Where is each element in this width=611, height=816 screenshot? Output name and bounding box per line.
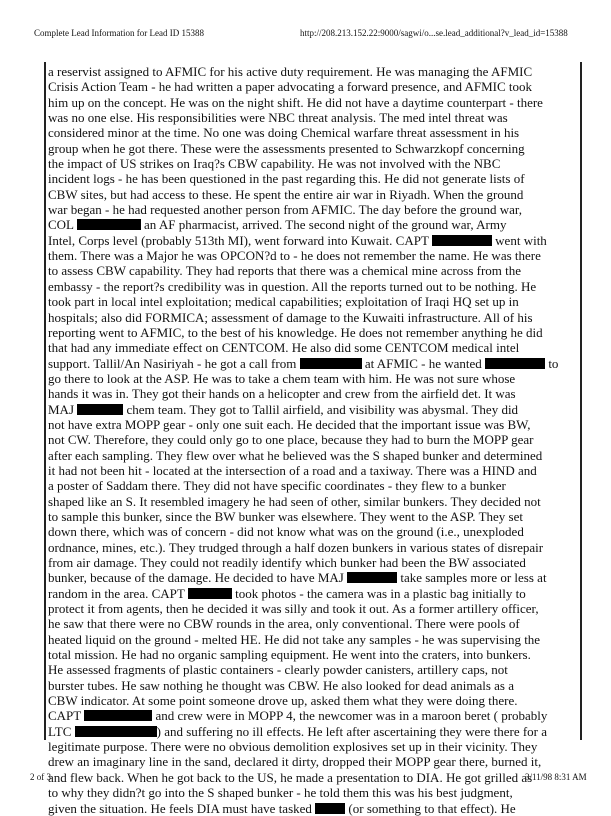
- text-segment: protect it from agents, then he decided it was silly and took it out. As a former artillery officer,: [48, 601, 539, 617]
- text-line: [48, 156, 576, 171]
- text-segment: incident logs - he has been questioned in the past regarding this. He did not generate lists of: [48, 171, 525, 187]
- text-segment: (or something to that effect). He: [345, 800, 516, 816]
- redaction-bar: [77, 404, 123, 415]
- text-line: [48, 279, 576, 294]
- text-line: [48, 463, 576, 478]
- text-segment: total mission. He had no organic sampling equipment. He went into the craters, into bunkers.: [48, 647, 531, 663]
- text-segment: hands it was in. They got their hands on a helicopter and crew from the airfield det. It was: [48, 386, 516, 402]
- text-segment: hospitals; also did FORMICA; assessment of damage to the Kuwaiti infrastructure. All of his: [48, 309, 533, 325]
- page-header-url: http://208.213.152.22:9000/sagwi/o...se.lead_additional?v_lead_id=15388: [300, 28, 568, 38]
- text-line: [48, 417, 576, 432]
- text-line: [48, 294, 576, 309]
- text-segment: took photos - the camera was in a plastic bag initially to: [231, 585, 526, 601]
- redaction-bar: [315, 803, 345, 814]
- text-segment: them. There was a Major he was OPCON?d to - he does not remember the name. He was there: [48, 248, 541, 264]
- text-segment: go there to look at the ASP. He was to take a chem team with him. He was not sure whose: [48, 370, 516, 386]
- text-line: [48, 386, 576, 401]
- text-segment: to assess CBW capability. They had reports that there was a chemical mine across from the: [48, 263, 522, 279]
- text-segment: and crew were in MOPP 4, the newcomer was in a maroon beret ( probably: [152, 708, 548, 724]
- text-segment: and flew back. When he got back to the US, he made a presentation to DIA. He got grilled as: [48, 769, 533, 785]
- redaction-bar: [77, 219, 141, 230]
- text-segment: CAPT: [48, 708, 85, 724]
- text-segment: ordnance, mines, etc.). They trudged through a half dozen bunkers in various states of disrepair: [48, 539, 544, 555]
- text-segment: an AF pharmacist, arrived. The second night of the ground war, Army: [140, 217, 507, 233]
- print-timestamp: 3/11/98 8:31 AM: [525, 772, 587, 782]
- redaction-bar: [84, 710, 152, 721]
- text-line: [48, 478, 576, 493]
- text-line: [48, 448, 576, 463]
- text-segment: MAJ: [48, 401, 78, 417]
- text-line: [48, 202, 576, 217]
- text-line: [48, 708, 576, 723]
- text-segment: the impact of US strikes on Iraq?s CBW capability. He was not involved with the NBC: [48, 156, 501, 172]
- text-segment: random in the area. CAPT: [48, 585, 188, 601]
- text-segment: to why they didn?t go into the S shaped bunker - he told them this was his best judgment,: [48, 785, 513, 801]
- text-line: [48, 402, 576, 417]
- text-segment: from air damage. They could not readily identify which bunker had been the BW associated: [48, 555, 526, 570]
- redaction-bar: [485, 358, 545, 369]
- text-line: [48, 739, 576, 754]
- text-segment: after each sampling. They flew over what he believed was the S shaped bunker and determined: [48, 447, 543, 463]
- text-line: [48, 509, 576, 524]
- text-line: [48, 340, 576, 355]
- text-segment: ) and suffering no ill effects. He left after ascertaining they were there for a: [156, 723, 548, 739]
- text-line: [48, 79, 576, 94]
- text-segment: considered minor at the time. No one was doing Chemical warfare threat assessment in his: [48, 125, 520, 141]
- text-segment: a poster of Saddam there. They did not have specific coordinates - they flew to a bunker: [48, 478, 506, 494]
- text-segment: to sample this bunker, since the BW bunker was elsewhere. They went to the ASP. They set: [48, 508, 523, 524]
- text-segment: he saw that there were no CBW rounds in the area, only conventional. There were pools of: [48, 616, 520, 632]
- text-line: [48, 540, 576, 555]
- text-line: [48, 632, 576, 647]
- text-line: [48, 248, 576, 263]
- text-line: [48, 64, 576, 79]
- text-line: [48, 310, 576, 325]
- text-line: [48, 95, 576, 110]
- text-line: [48, 432, 576, 447]
- text-segment: Intel, Corps level (probably 513th MI), went forward into Kuwait. CAPT: [48, 232, 432, 248]
- text-line: [48, 217, 576, 232]
- text-segment: heated liquid on the ground - melted HE. He did not take any samples - he was supervising the: [48, 631, 541, 647]
- text-line: [48, 570, 576, 585]
- text-line: [48, 586, 576, 601]
- text-segment: him up on the concept. He was on the night shift. He did not have a daytime counterpart - there: [48, 94, 543, 110]
- text-line: [48, 724, 576, 739]
- text-segment: LTC: [48, 723, 75, 739]
- text-segment: shaped like an S. It resembled imagery he had seen of other, similar bunkers. They decided not: [48, 493, 541, 509]
- text-line: [48, 110, 576, 125]
- text-segment: not CW. Therefore, they could only go to one place, because they had to burn the MOPP gear: [48, 432, 534, 448]
- text-line: [48, 555, 576, 570]
- text-segment: reporting went to AFMIC, to the best of his knowledge. He does not remember anything he did: [48, 324, 543, 340]
- text-segment: take samples more or less at: [397, 570, 547, 586]
- text-line: [48, 754, 576, 769]
- text-segment: chem team. They got to Tallil airfield, and visibility was abysmal. They did: [123, 401, 519, 417]
- text-line: [48, 141, 576, 156]
- text-segment: to: [545, 355, 559, 371]
- text-line: [48, 678, 576, 693]
- text-segment: war began - he had requested another person from AFMIC. The day before the ground war,: [48, 202, 522, 218]
- text-segment: was no one else. His responsibilities were NBC threat analysis. The med intel threat was: [48, 110, 508, 126]
- text-line: [48, 693, 576, 708]
- text-line: [48, 171, 576, 186]
- text-line: [48, 263, 576, 278]
- text-line: [48, 601, 576, 616]
- redaction-bar: [188, 588, 232, 599]
- redaction-bar: [347, 572, 397, 583]
- text-segment: went with: [491, 232, 547, 248]
- text-segment: support. Tallil/An Nasiriyah - he got a call from: [48, 355, 300, 371]
- text-segment: a reservist assigned to AFMIC for his active duty requirement. He was managing the AFMIC: [48, 64, 533, 79]
- text-segment: embassy - the report?s credibility was in question. All the reports turned out to be nothing. He: [48, 278, 537, 294]
- document-body: [48, 64, 576, 816]
- text-segment: it had not been hit - located at the intersection of a road and a taxiway. There was a HIND and: [48, 462, 537, 478]
- redaction-bar: [75, 726, 157, 737]
- text-line: [48, 524, 576, 539]
- text-segment: burster tubes. He saw nothing he thought was CBW. He also looked for dead animals as a: [48, 677, 514, 693]
- text-segment: took part in local intel exploitation; medical capabilities; exploitation of Iraqi HQ set up in: [48, 294, 519, 310]
- text-line: [48, 770, 576, 785]
- text-line: [48, 325, 576, 340]
- page-header-title: Complete Lead Information for Lead ID 15388: [34, 28, 204, 38]
- text-line: [48, 187, 576, 202]
- text-segment: not have extra MOPP gear - only one suit each. He decided that the important issue was BW,: [48, 416, 531, 432]
- redaction-bar: [300, 358, 362, 369]
- text-segment: CBW sites, but had access to these. He spent the entire air war in Riyadh. When the ground: [48, 186, 524, 202]
- text-line: [48, 494, 576, 509]
- text-segment: down there, which was of concern - did not know what was on the ground (i.e., unexploded: [48, 524, 524, 540]
- text-segment: CBW indicator. At some point someone drove up, asked them what they were doing there.: [48, 693, 518, 709]
- text-line: [48, 233, 576, 248]
- redaction-bar: [432, 235, 492, 246]
- text-line: [48, 125, 576, 140]
- text-segment: at AFMIC - he wanted: [361, 355, 486, 371]
- text-segment: group when he got there. These were the assessments presented to Schwarzkopf concerning: [48, 140, 525, 156]
- text-line: [48, 785, 576, 800]
- text-line: [48, 371, 576, 386]
- text-segment: that had any immediate effect on CENTCOM. He also did some CENTCOM medical intel: [48, 340, 520, 356]
- text-segment: He assessed fragments of plastic containers - clearly powder canisters, artillery caps, not: [48, 662, 508, 678]
- text-line: [48, 801, 576, 816]
- text-segment: legitimate purpose. There were no obvious demolition explosives set up in their vicinity. They: [48, 739, 538, 755]
- text-line: [48, 647, 576, 662]
- text-line: [48, 662, 576, 677]
- text-line: [48, 616, 576, 631]
- text-segment: given the situation. He feels DIA must have tasked: [48, 800, 316, 816]
- text-segment: COL: [48, 217, 77, 233]
- page-number: 2 of 3: [30, 772, 51, 782]
- text-line: [48, 356, 576, 371]
- text-segment: drew an imaginary line in the sand, declared it dirty, dropped their MOPP gear there, burned it,: [48, 754, 542, 770]
- text-segment: bunker, because of the damage. He decided to have MAJ: [48, 570, 348, 586]
- text-segment: Crisis Action Team - he had written a paper advocating a forward presence, and AFMIC took: [48, 79, 533, 95]
